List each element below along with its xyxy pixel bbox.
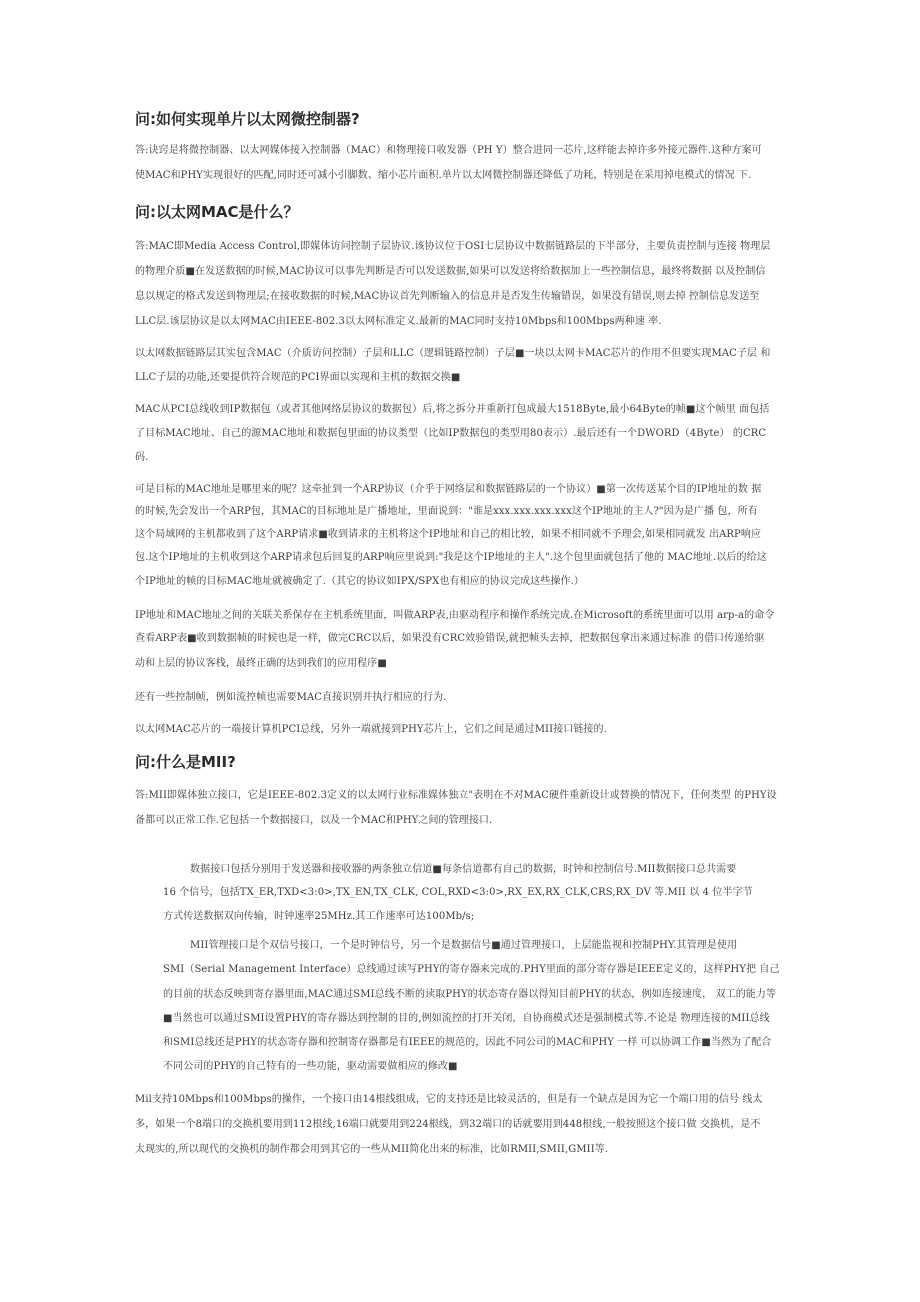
text-line: IP地址和MAC地址之间的关联关系保存在主机系统里面，叫做ARP表,由驱动程序和操作系统完成.在Microsoft的系统里面可以用 arp-a的命令 [135,610,775,621]
text-line: Mil支持10Mbps和100Mbps的操作，一个接口由14根线组成，它的支持还是比较灵活的，但是有一个缺点是因为它一个端口用的信号 线太 [135,1094,763,1105]
text-line: 还有一些控制帧，例如流控帧也需要MAC直接识别并执行相应的行为. [135,692,447,703]
text-line: 以太网MAC芯片的一端接计算机PCI总线，另外一端就接到PHY芯片上，它们之间是通过MII接口链接的. [135,724,607,735]
text-line: 答:诀窍是将微控制器、以太网媒体接入控制器（MAC）和物理接口收发器（PH Y）整合进同一芯片,这样能去掉许多外接元器件.这种方案可 [135,145,762,156]
text-line: 数据接口包括分别用于发送器和接收器的两条独立信道■每条信道都有自己的数据，时钟和控制信号.MII数据接口总共需要 [190,864,737,875]
text-line: 了目标MAC地址、自己的源MAC地址和数据包里面的协议类型（比如IP数据包的类型用80表示）.最后还有一个DWORD（4Byte） 的CRC [135,428,767,439]
question-heading-3: 问:什么是MII? [135,753,236,771]
text-line: 多，如果一个8端口的交换机要用到112根线,16端口就要用到224根线，到32端口的话就要用到448根线,一般按照这个接口做 交换机，是不 [135,1119,761,1130]
text-line: 可是目标的MAC地址是哪里来的呢？这牵扯到一个ARP协议（介乎于网络层和数据链路层的一个协议）■第一次传送某个目的IP地址的数 据 [135,484,762,495]
text-line: 码. [135,452,149,463]
text-line: 答:MII即媒体独立接口，它是IEEE-802.3定义的以太网行业标准媒体独立"表明在不对MAC硬件重新设计或替换的情况下，任何类型 的PHY设 [135,790,777,801]
question-heading-1: 问:如何实现单片以太网微控制器? [135,110,360,128]
text-line: 的时候,先会发出一个ARP包，其MAC的目标地址是广播地址，里面说到："谁是xxx.xxx.xxx.xxx这个IP地址的主人?"因为是广播 包，所有 [135,506,758,517]
text-line: 动和上层的协议客栈，最终正确的达到我们的应用程序■ [135,658,387,669]
text-line: ■当然也可以通过SMI设置PHY的寄存器达到控制的目的,例如流控的打开关闭，自协商模式还是强制模式等.不论是 物理连接的MII总线 [163,1013,770,1024]
question-heading-2: 问:以太网MAC是什么？ [135,203,299,221]
text-line: LLC层.该层协议是以太网MAC由IEEE-802.3以太网标准定义.最新的MAC同时支持10Mbps和100Mbps两种速 率. [135,316,662,327]
text-line: 息以规定的格式发送到物理层;在接收数据的时候,MAC协议首先判断输入的信息并是否发生传输错误，如果没有错误,则去掉 控制信息发送至 [135,291,760,302]
text-line: 太现实的,所以现代的交换机的制作都会用到其它的一些从MII简化出来的标准，比如RMII,SMII,GMII等. [135,1144,609,1155]
text-line: SMI（Serial Management Interface）总线通过读写PHY的寄存器来完成的.PHY里面的部分寄存器是IEEE定义的，这样PHY把 自己 [163,964,780,975]
text-line: 使MAC和PHY实现很好的匹配,同时还可减小引脚数、缩小芯片面积.单片以太网微控制器还降低了功耗，特别是在采用掉电模式的情况 下. [135,170,752,181]
text-line: 和SMI总线还是PHY的状态寄存器和控制寄存器都是有IEEE的规范的，因此不同公司的MAC和PHY 一样 可以协调工作■当然为了配合 [163,1037,772,1048]
text-line: 包.这个IP地址的主机收到这个ARP请求包后回复的ARP响应里说到:"我是这个IP地址的主人".这个包里面就包括了他的 MAC地址.以后的给这 [135,552,767,563]
text-line: LLC子层的功能,还要提供符合规范的PCI界面以实现和主机的数据交换■ [135,372,461,383]
text-line: 不同公司的PHY的自己特有的一些功能，驱动需要做相应的修改■ [163,1061,458,1072]
text-line: MII管理接口是个双信号接口，一个是时钟信号，另一个是数据信号■通过管理接口，上层能监视和控制PHY.其管理是使用 [190,940,738,951]
text-line: 这个局域网的主机都收到了这个ARP请求■收到请求的主机将这个IP地址和自己的相比较，如果不相同就不予理会,如果相同就发 出ARP响应 [135,529,762,540]
text-line: 查看ARP表■收到数据帧的时候也是一样，做完CRC以后，如果没有CRC效验错误,就把帧头去掉，把数据包拿出来通过标准 的借口传递给驱 [135,633,765,644]
text-line: 的目前的状态反映到寄存器里面,MAC通过SMI总线不断的读取PHY的状态寄存器以得知目前PHY的状态，例如连接速度， 双工的能力等 [163,989,777,1000]
text-line: MAC从PCI总线收到IP数据包（或者其他网络层协议的数据包）后,将之拆分并重新打包成最大1518Byte,最小64Byte的帧■这个帧里 面包括 [135,404,770,415]
text-line: 备都可以正常工作.它包括一个数据接口，以及一个MAC和PHY之间的管理接口. [135,815,493,826]
text-line: 的物理介质■在发送数据的时候,MAC协议可以事先判断是否可以发送数据,如果可以发送将给数据加上一些控制信息，最终将数据 以及控制信 [135,266,766,277]
text-line: 方式传送数据双向传输，时钟速率25MHz.其工作速率可达100Mb/s; [163,911,475,922]
text-line: 个IP地址的帧的目标MAC地址就被确定了.（其它的协议如IPX/SPX也有相应的协议完成这些操作.） [135,576,585,587]
text-line: 16 个信号，包括TX_ER,TXD<3:0>,TX_EN,TX_CLK, COL,RXD<3:0>,RX_EX,RX_CLK,CRS,RX_DV 等.MII 以 4 位半字节 [163,887,753,898]
text-line: 答:MAC即Media Access Control,即媒体访问控制子层协议.该协议位于OSI七层协议中数据链路层的下半部分，主要负责控制与连接 物理层 [135,241,771,252]
text-line: 以太网数据链路层其实包含MAC（介质访问控制）子层和LLC（逻辑链路控制）子层■一块以太网卡MAC芯片的作用不但要实现MAC子层 和 [135,348,771,359]
